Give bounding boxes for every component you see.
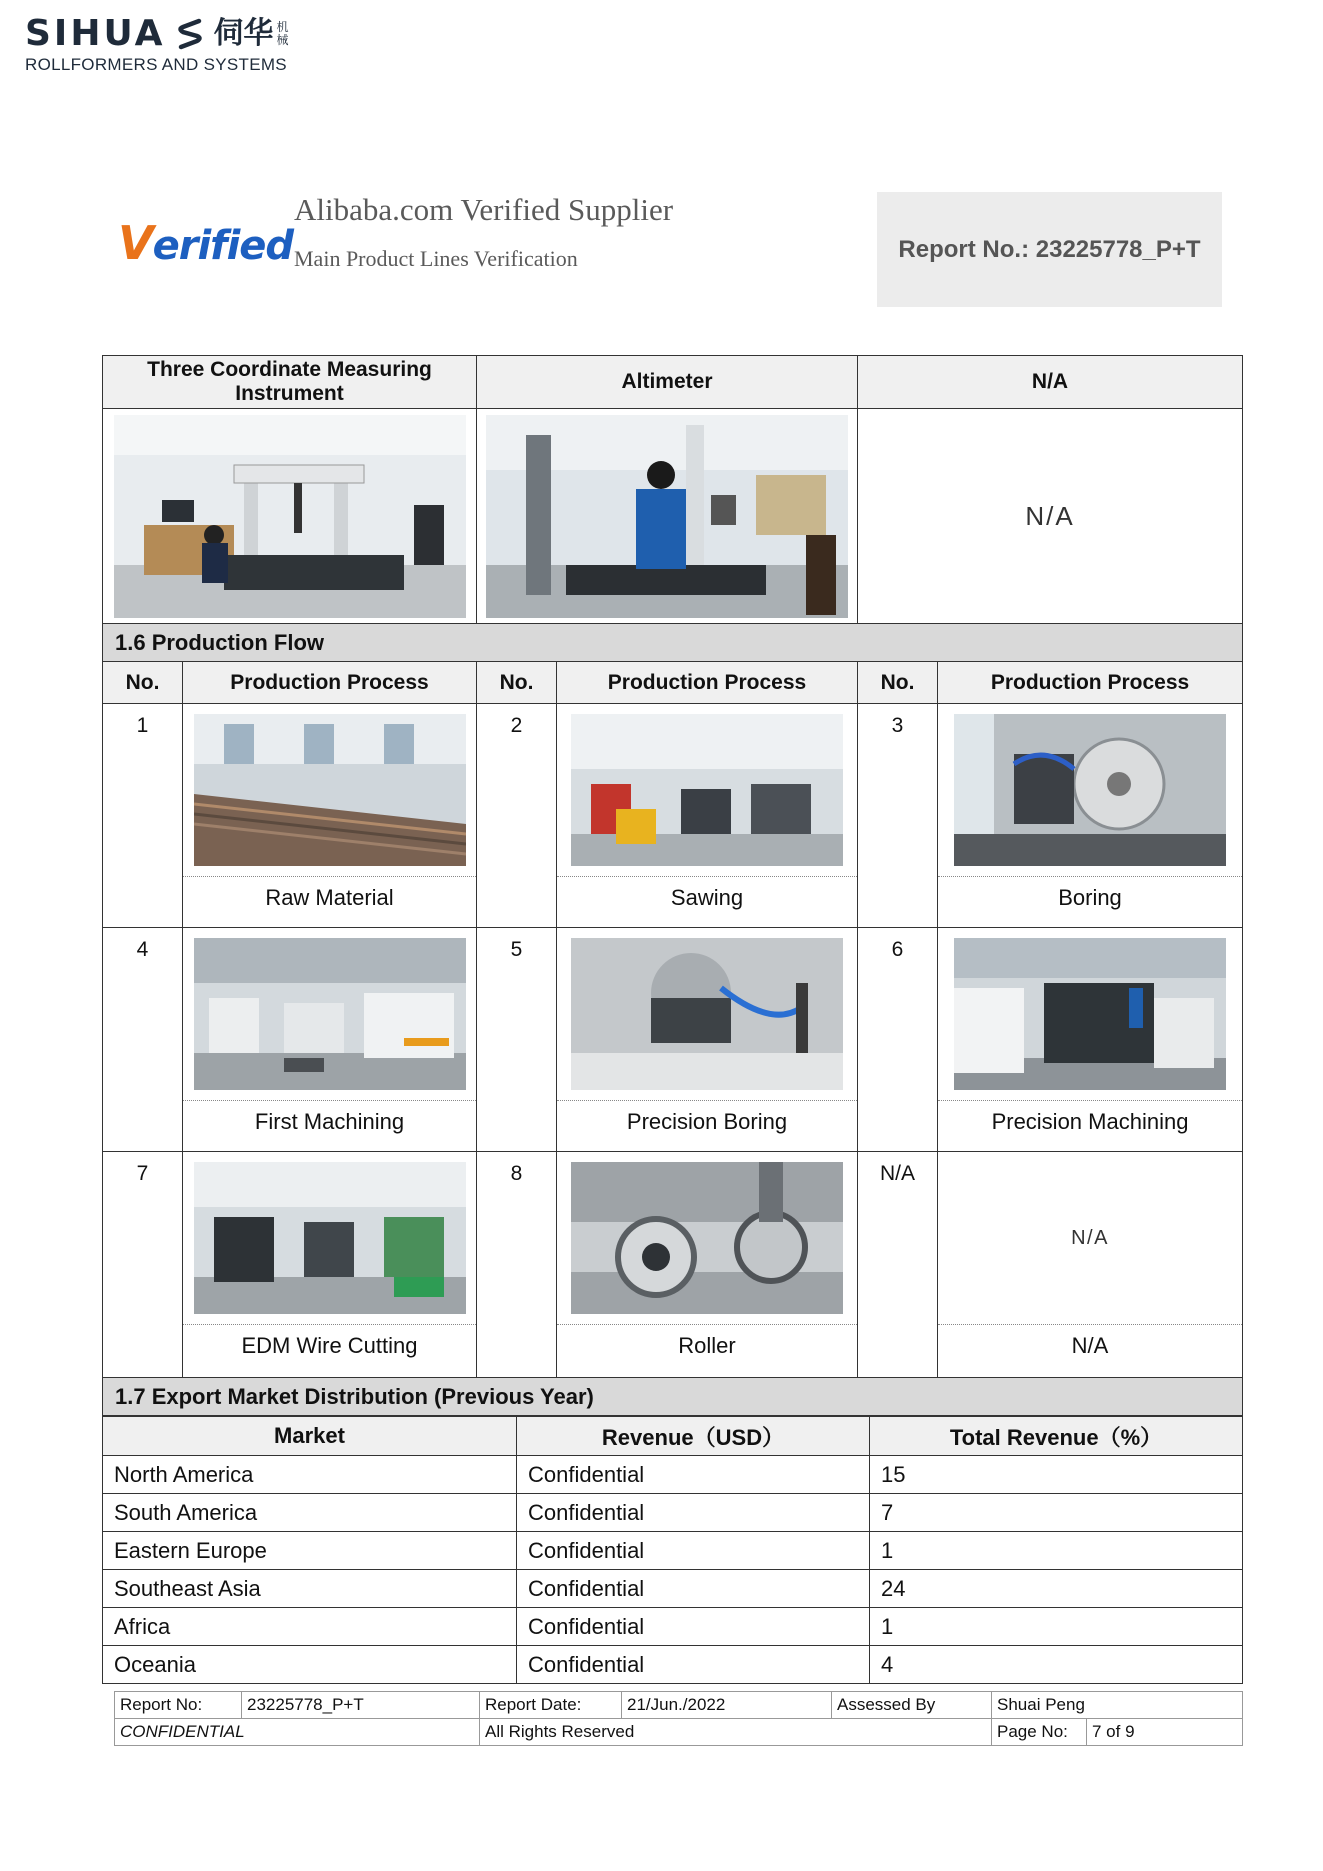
process-cell	[183, 704, 477, 928]
col-header-process: Production Process	[938, 662, 1243, 704]
market-cell: Oceania	[103, 1646, 517, 1684]
cmm-photo	[114, 415, 466, 618]
market-cell: North America	[103, 1456, 517, 1494]
report-number-box: Report No.: 23225778_P+T	[877, 192, 1222, 307]
percent-cell: 4	[870, 1646, 1243, 1684]
percent-cell: 15	[870, 1456, 1243, 1494]
col-header-no: No.	[103, 662, 183, 704]
footer-report-no-label: Report No:	[115, 1692, 242, 1719]
brand-name-cn: 伺华	[213, 16, 274, 51]
process-label: EDM Wire Cutting	[183, 1324, 476, 1367]
footer-assessed-label: Assessed By	[832, 1692, 992, 1719]
brand-tagline: ROLLFORMERS AND SYSTEMS	[25, 55, 287, 74]
table-row	[103, 1532, 1243, 1570]
footer-confidential: CONFIDENTIAL	[115, 1719, 480, 1746]
process-cell	[938, 928, 1243, 1152]
section-title-production-flow: 1.6 Production Flow	[103, 624, 1243, 662]
production-row	[103, 1152, 1243, 1378]
process-label: Precision Machining	[938, 1100, 1242, 1143]
table-row	[103, 1494, 1243, 1532]
brand-name-cn-small: 机械	[276, 20, 289, 47]
process-cell	[557, 1152, 858, 1378]
footer-report-date: 21/Jun./2022	[622, 1692, 832, 1719]
table-row	[103, 1570, 1243, 1608]
step-number: 7	[103, 1152, 183, 1378]
col-header-process: Production Process	[557, 662, 858, 704]
market-cell: Southeast Asia	[103, 1570, 517, 1608]
equipment-na-cell: N/A	[858, 409, 1243, 624]
precision-boring-photo	[571, 938, 843, 1090]
footer-page: 7 of 9	[1087, 1719, 1243, 1746]
percent-cell: 1	[870, 1608, 1243, 1646]
process-label: Roller	[557, 1324, 857, 1367]
verified-subtitle: Main Product Lines Verification	[294, 246, 578, 271]
percent-cell: 24	[870, 1570, 1243, 1608]
col-header-revenue: Revenue（USD）	[517, 1417, 870, 1456]
col-header-process: Production Process	[183, 662, 477, 704]
production-row	[103, 704, 1243, 928]
step-number: 5	[477, 928, 557, 1152]
step-number: 1	[103, 704, 183, 928]
process-image-na: N/A	[1071, 1226, 1109, 1249]
table-row	[103, 1646, 1243, 1684]
process-cell	[557, 928, 858, 1152]
verified-logo: Verified	[118, 216, 294, 270]
equipment-header-altimeter: Altimeter	[477, 356, 858, 409]
equipment-header-na: N/A	[858, 356, 1243, 409]
section-title-export-market: 1.7 Export Market Distribution (Previous Year)	[103, 1378, 1243, 1416]
revenue-cell: Confidential	[517, 1494, 870, 1532]
report-table	[102, 355, 1242, 1684]
revenue-cell: Confidential	[517, 1570, 870, 1608]
revenue-cell: Confidential	[517, 1456, 870, 1494]
process-cell	[557, 704, 858, 928]
first-machining-photo	[194, 938, 466, 1090]
raw-material-photo	[194, 714, 466, 866]
production-row	[103, 928, 1243, 1152]
boring-photo	[954, 714, 1226, 866]
step-number: 6	[858, 928, 938, 1152]
process-cell	[938, 1152, 1243, 1378]
step-number: N/A	[858, 1152, 938, 1378]
brand-s-icon	[175, 17, 205, 51]
market-cell: South America	[103, 1494, 517, 1532]
process-label: Raw Material	[183, 876, 476, 919]
altimeter-photo	[486, 415, 848, 618]
process-cell	[183, 1152, 477, 1378]
step-number: 3	[858, 704, 938, 928]
process-label: Precision Boring	[557, 1100, 857, 1143]
footer-page-label: Page No:	[992, 1719, 1087, 1746]
equipment-photo-cell	[103, 409, 477, 624]
footer-assessed-by: Shuai Peng	[992, 1692, 1243, 1719]
col-header-no: No.	[477, 662, 557, 704]
process-cell	[938, 704, 1243, 928]
footer-report-date-label: Report Date:	[480, 1692, 622, 1719]
process-label: Sawing	[557, 876, 857, 919]
revenue-cell: Confidential	[517, 1532, 870, 1570]
revenue-cell: Confidential	[517, 1646, 870, 1684]
precision-machining-photo	[954, 938, 1226, 1090]
page-footer	[114, 1691, 1242, 1746]
process-label: N/A	[938, 1324, 1242, 1367]
col-header-total-revenue: Total Revenue（%）	[870, 1417, 1243, 1456]
footer-report-no: 23225778_P+T	[242, 1692, 480, 1719]
revenue-cell: Confidential	[517, 1608, 870, 1646]
process-cell	[183, 928, 477, 1152]
altimeter-photo-cell	[477, 409, 858, 624]
step-number: 4	[103, 928, 183, 1152]
step-number: 8	[477, 1152, 557, 1378]
table-row	[103, 1456, 1243, 1494]
market-cell: Eastern Europe	[103, 1532, 517, 1570]
percent-cell: 7	[870, 1494, 1243, 1532]
verified-title: Alibaba.com Verified Supplier	[294, 192, 674, 227]
roller-photo	[571, 1162, 843, 1314]
footer-rights: All Rights Reserved	[480, 1719, 992, 1746]
sawing-photo	[571, 714, 843, 866]
market-cell: Africa	[103, 1608, 517, 1646]
process-label: Boring	[938, 876, 1242, 919]
col-header-market: Market	[103, 1417, 517, 1456]
col-header-no: No.	[858, 662, 938, 704]
equipment-header-cmm: Three Coordinate Measuring Instrument	[103, 356, 477, 409]
step-number: 2	[477, 704, 557, 928]
brand-logo	[25, 14, 290, 75]
process-label: First Machining	[183, 1100, 476, 1143]
brand-name: SIHUA	[25, 13, 166, 54]
table-row	[103, 1608, 1243, 1646]
percent-cell: 1	[870, 1532, 1243, 1570]
edm-wire-cutting-photo	[194, 1162, 466, 1314]
